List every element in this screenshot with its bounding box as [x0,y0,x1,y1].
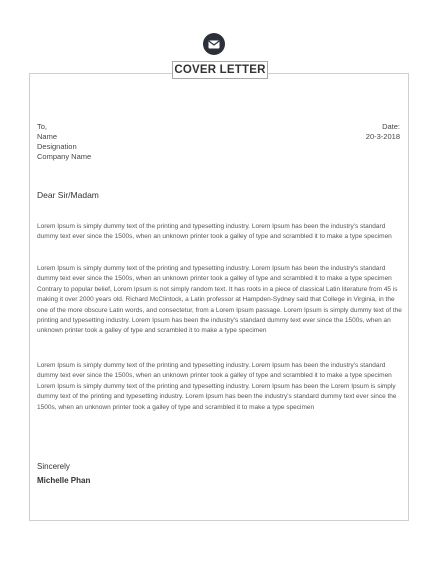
date-label: Date: [382,122,400,131]
signer-name: Michelle Phan [37,476,91,485]
recipient-name: Name [37,132,58,141]
greeting: Dear Sir/Madam [37,190,99,200]
to-label: To, [37,122,48,131]
paragraph-1: Lorem Ipsum is simply dummy text of the printing and typesetting industry. Lorem Ipsum has been the industry's standard dummy text ever since the 1500s, when an unknown printer took a galley of type and scrambled it to make a type specimen [37,223,392,241]
recipient-company: Company Name [37,152,92,161]
envelope-icon [203,33,225,55]
paragraph-2: Lorem Ipsum is simply dummy text of the printing and typesetting industry. Lorem Ipsum has been the industry's standard dummy text ever since the 1500s, when an unknown printer took a galley of type and scrambled it to make a type specimen Contrary to popular belief, Lorem Ipsum is not simply random text. It has roots in a piece of classical Latin literature from 45 is making it over 2000 years old. Richard McClintock, a Latin professor at Hampden-Sydney said that College in Virginia, in the one of the more obscure Latin words, and consectetur, from a Lorem Ipsum passage. Lorem Ipsum is simply dummy text of the printing and typesetting industry. Lorem Ipsum has been the industry's standard dummy text ever since the 1500s, when an unknown printer took a galley of type and scrambled it to make a type specimen [37,265,402,335]
closing: Sincerely [37,462,70,471]
date-block [366,122,400,142]
page-title: COVER LETTER [172,61,268,79]
date-value: 20-3-2018 [365,132,400,141]
recipient-designation: Designation [37,142,77,151]
paragraph-3: Lorem Ipsum is simply dummy text of the printing and typesetting industry. Lorem Ipsum has been the industry's standard dummy text ever since the 1500s, when an unknown printer took a galley of type and scrambled it to make a type specimen Lorem Ipsum is simply dummy text of the printing and typesetting industry. Lorem Ipsum has been the Lorem Ipsum is simply dummy text of the printing and typesetting industry. Lorem Ipsum has been the industry's standard dummy text ever since the 1500s, when an unknown printer took a galley of type and scrambled it to make a type specimen [37,362,397,411]
recipient-block [37,122,91,162]
